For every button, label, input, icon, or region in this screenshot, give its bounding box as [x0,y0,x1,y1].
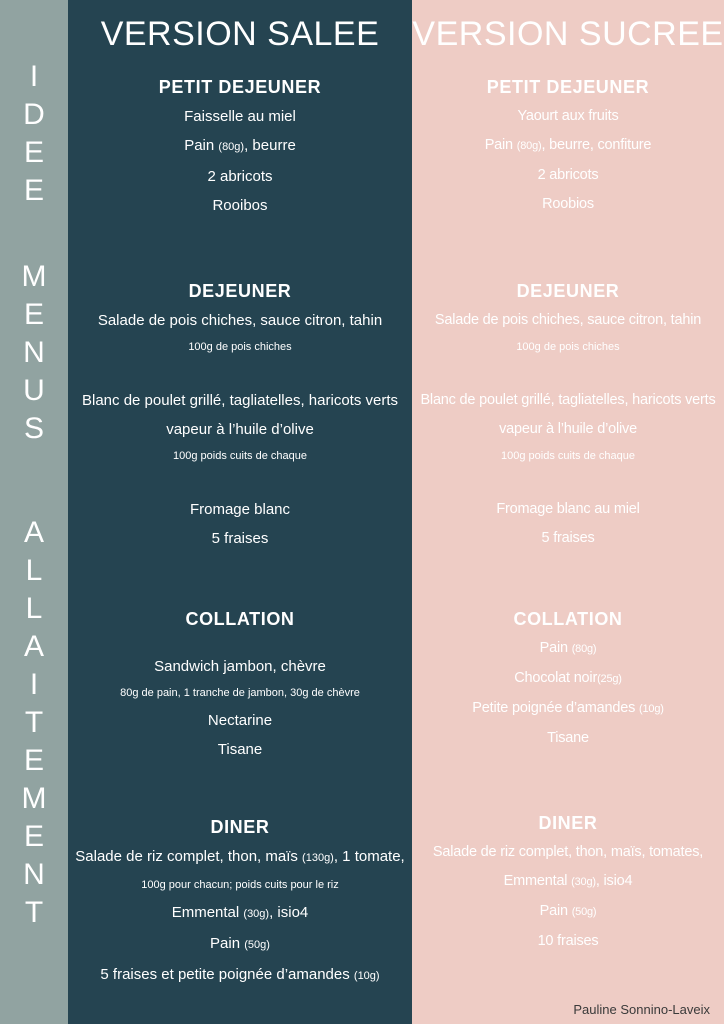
menu-item [70,842,410,873]
menu-item [70,960,410,991]
menu-section-diner [412,808,724,956]
item-text: , beurre [244,137,296,154]
sidebar-letter: E [23,136,44,169]
sidebar-letter: A [23,630,44,663]
menu-section-petit-dejeuner [412,72,724,219]
portion-note [70,681,410,706]
menu-item [414,190,722,219]
sidebar-letter: T [24,896,44,929]
menu-block [68,306,412,360]
item-text: Pain [539,640,572,656]
item-text: 10 fraises [537,933,599,949]
menu-item [414,524,722,553]
portion-size: (80g) [218,141,245,153]
sidebar-letter: M [21,782,47,815]
sidebar-word-menus [0,258,68,448]
portion-note [70,873,410,898]
menu-item [414,838,722,867]
menu-item [414,634,722,664]
sidebar-letter: E [23,744,44,777]
menu-item [70,306,410,335]
item-text: Salade de riz complet, thon, maïs [75,848,303,865]
menu-item [70,191,410,220]
sidebar-letter: M [21,260,47,293]
item-text: 5 fraises [541,530,595,546]
menu-item [414,927,722,956]
menu-block [412,634,724,753]
item-text: 2 abricots [537,167,599,183]
menu-block [412,102,724,219]
item-text: Rooibos [212,197,268,214]
item-text: 80g de pain, 1 tranche de jambon, 30g de chèvre [120,687,360,699]
sidebar-letter: I [29,60,39,93]
menu-item [70,898,410,929]
item-text: 100g poids cuits de chaque [501,450,635,462]
item-text: Blanc de poulet grillé, tagliatelles, haricots verts vapeur à l’huile d’olive [420,392,716,437]
menu-item [70,706,410,735]
menu-block [68,842,412,991]
item-text: , 1 tomate, [333,848,405,865]
item-text: Yaourt aux fruits [517,108,619,124]
item-text: Pain [484,137,517,153]
sidebar-letter: E [23,820,44,853]
item-text: Pain [539,903,572,919]
portion-size: (10g) [639,703,664,715]
menu-item [70,131,410,162]
sidebar-letter: N [23,858,45,891]
portion-size: (30g) [243,908,270,920]
item-text: 2 abricots [207,168,273,185]
section-heading: DEJEUNER [516,281,620,301]
vertical-sidebar [0,0,68,1024]
author-credit: Pauline Sonnino-Laveix [573,1002,710,1017]
sidebar-letter: L [25,554,43,587]
item-text: , isio4 [595,873,633,889]
menu-item [70,162,410,191]
menu-item [414,386,722,444]
menu-item [414,131,722,161]
menu-item [70,495,410,524]
section-heading: PETIT DEJEUNER [158,77,322,97]
sidebar-letter: E [23,174,44,207]
item-text: Sandwich jambon, chèvre [154,658,326,675]
menu-column-salee [68,0,412,1024]
menu-block [68,386,412,469]
sidebar-word-idee [0,58,68,210]
menu-section-collation [412,604,724,753]
item-text: Pain [210,935,245,952]
portion-size: (80g) [571,643,597,655]
sidebar-letter: A [23,516,44,549]
item-text: Chocolat noir [514,670,598,686]
column-title-salee: VERSION SALEE [100,15,380,53]
item-text: Salade de pois chiches, sauce citron, tahin [434,312,702,328]
menu-item [70,652,410,681]
menu-section-petit-dejeuner [68,72,412,220]
sidebar-letter: E [23,298,44,331]
sidebar-letter: D [23,98,45,131]
menu-section-diner [68,812,412,991]
menu-item [414,495,722,524]
item-text: Blanc de poulet grillé, tagliatelles, haricots verts vapeur à l’huile d’olive [82,392,398,438]
item-text: Emmental [503,873,572,889]
item-text: Salade de riz complet, thon, maïs, tomates, [432,844,704,860]
item-text: Fromage blanc au miel [496,501,640,517]
menu-item [414,724,722,753]
section-heading: COLLATION [185,609,295,629]
menu-item [70,524,410,553]
menu-item [70,102,410,131]
menu-section-dejeuner [68,276,412,553]
menu-item [70,735,410,764]
menu-item [414,161,722,190]
sidebar-letter: T [24,706,44,739]
menu-item [414,306,722,335]
menu-item [414,867,722,897]
menu-block [68,652,412,764]
item-text: Tisane [217,741,263,758]
menu-block [412,386,724,469]
item-text: Pain [184,137,219,154]
portion-size: (30g) [571,876,596,888]
portion-note [414,444,722,469]
menu-block [68,495,412,553]
portion-size: (10g) [353,970,380,982]
item-text: 100g poids cuits de chaque [173,450,307,462]
section-heading: DINER [210,817,270,837]
sidebar-letter: S [23,412,44,445]
item-text: 5 fraises [211,530,269,547]
portion-size: (130g) [302,852,334,864]
item-text: Fromage blanc [189,501,291,518]
sidebar-letter: I [29,668,39,701]
section-heading: DINER [538,813,598,833]
item-text: 100g pour chacun; poids cuits pour le riz [141,879,339,891]
menu-item [414,102,722,131]
menu-item [414,897,722,927]
item-text: Petite poignée d’amandes [472,700,640,716]
item-text: Salade de pois chiches, sauce citron, tahin [97,312,383,329]
item-text: 100g de pois chiches [516,341,620,353]
sidebar-word-allaitement [0,514,68,932]
menu-block [412,495,724,553]
menu-block [412,306,724,360]
sidebar-letter: N [23,336,45,369]
portion-size: (80g) [516,140,542,152]
portion-size: (50g) [244,939,270,951]
item-text: , isio4 [269,904,309,921]
menu-section-dejeuner [412,276,724,553]
menu-block [412,838,724,956]
section-heading: COLLATION [513,609,623,629]
menu-block [68,102,412,220]
menu-item [70,929,410,960]
item-text: 5 fraises et petite poignée d’amandes [100,966,354,983]
column-title-sucree: VERSION SUCREE [412,15,724,53]
portion-note [414,335,722,360]
menu-section-collation [68,604,412,764]
menu-item [414,694,722,724]
item-text: 100g de pois chiches [188,341,292,353]
item-text: Tisane [547,730,589,746]
item-text: Roobios [542,196,594,212]
portion-note [70,444,410,469]
sidebar-letter: L [25,592,43,625]
item-text: Emmental [171,904,244,921]
section-heading: PETIT DEJEUNER [486,77,650,97]
item-text: Faisselle au miel [184,108,296,125]
menu-item [70,386,410,444]
portion-note [70,335,410,360]
portion-size: (25g) [597,673,622,685]
menu-column-sucree [412,0,724,1024]
item-text: , beurre, confiture [541,137,652,153]
sidebar-letter: U [23,374,45,407]
portion-size: (50g) [571,906,597,918]
menu-item [414,664,722,694]
item-text: Nectarine [207,712,273,729]
section-heading: DEJEUNER [188,281,292,301]
